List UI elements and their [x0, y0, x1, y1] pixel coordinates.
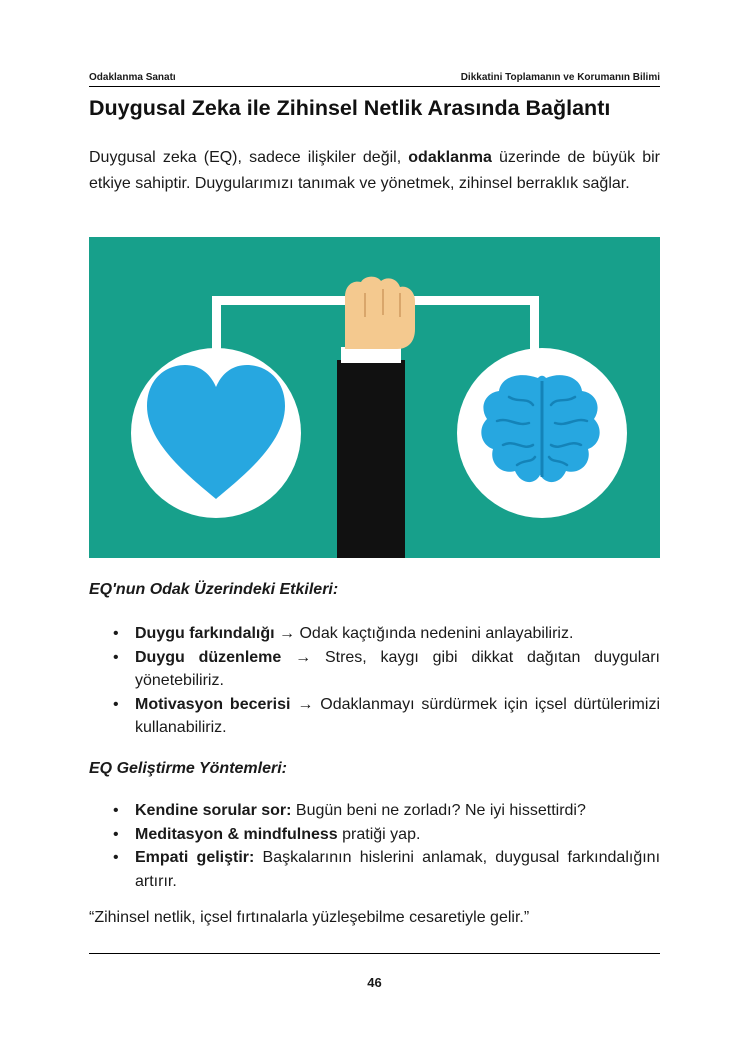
- header-subtitle: Dikkatini Toplamanın ve Korumanın Bilimi: [460, 72, 660, 83]
- eq-balance-illustration: [89, 237, 660, 558]
- list-item-text: → Odaklanmayı sürdürmek için içsel dürtülerimizi kullanabiliriz.: [135, 695, 660, 736]
- section-eq-effects-title: EQ'nun Odak Üzerindeki Etkileri:: [89, 581, 339, 598]
- list-item-term: Kendine sorular sor:: [135, 802, 292, 819]
- bullet: •: [113, 625, 119, 642]
- list-item-term: Duygu farkındalığı: [135, 625, 275, 642]
- section-eq-methods-title: EQ Geliştirme Yöntemleri:: [89, 760, 287, 777]
- list-item-text: Bugün beni ne zorladı? Ne iyi hissettirdi?: [291, 802, 586, 819]
- list-item-term: Meditasyon & mindfulness: [135, 825, 338, 843]
- bullet: •: [113, 825, 119, 843]
- list-item: [89, 622, 660, 646]
- header-book-title: Odaklanma Sanatı: [89, 72, 176, 83]
- intro-text-start: Duygusal zeka (EQ), sadece ilişkiler değil,: [89, 149, 409, 166]
- list-item-text: → Odak kaçtığında nedenini anlayabiliriz.: [274, 625, 574, 642]
- list-item: [89, 799, 660, 823]
- list-item: [89, 823, 660, 847]
- intro-paragraph: [89, 145, 660, 197]
- list-item-term: Duygu düzenleme: [135, 648, 282, 666]
- list-item: [89, 693, 660, 740]
- eq-methods-list: [89, 799, 660, 893]
- list-item-text: → Stres, kaygı gibi dikkat dağıtan duyguları yönetebiliriz.: [135, 648, 661, 689]
- intro-text-end: üzerinde de büyük bir etkiye sahiptir. Duygularımızı tanımak ve yönetmek, zihinsel berraklık sağlar.: [89, 149, 660, 192]
- fist-holding-scale-icon: [337, 277, 415, 558]
- brain-icon: [457, 348, 627, 518]
- page-title: Duygusal Zeka ile Zihinsel Netlik Arasında Bağlantı: [89, 96, 611, 120]
- page-number: 46: [367, 975, 382, 990]
- list-item-text: pratiği yap.: [337, 825, 421, 843]
- footer-divider: [89, 953, 660, 954]
- list-item-text: Başkalarının hislerini anlamak, duygusal farkındalığını artırır.: [135, 849, 661, 890]
- heart-icon: [131, 348, 301, 518]
- running-header: [89, 70, 660, 87]
- eq-effects-list: [89, 622, 660, 740]
- intro-bold-term: odaklanma: [408, 149, 492, 166]
- closing-quote: “Zihinsel netlik, içsel fırtınalarla yüzleşebilme cesaretiyle gelir.”: [89, 909, 530, 926]
- list-item-term: Empati geliştir:: [135, 849, 255, 866]
- bullet: •: [113, 802, 119, 819]
- bullet: •: [113, 849, 119, 866]
- list-item: [89, 646, 660, 693]
- list-item-term: Motivasyon becerisi: [135, 695, 291, 713]
- bullet: •: [113, 695, 119, 713]
- list-item: [89, 846, 660, 893]
- bullet: •: [113, 648, 119, 666]
